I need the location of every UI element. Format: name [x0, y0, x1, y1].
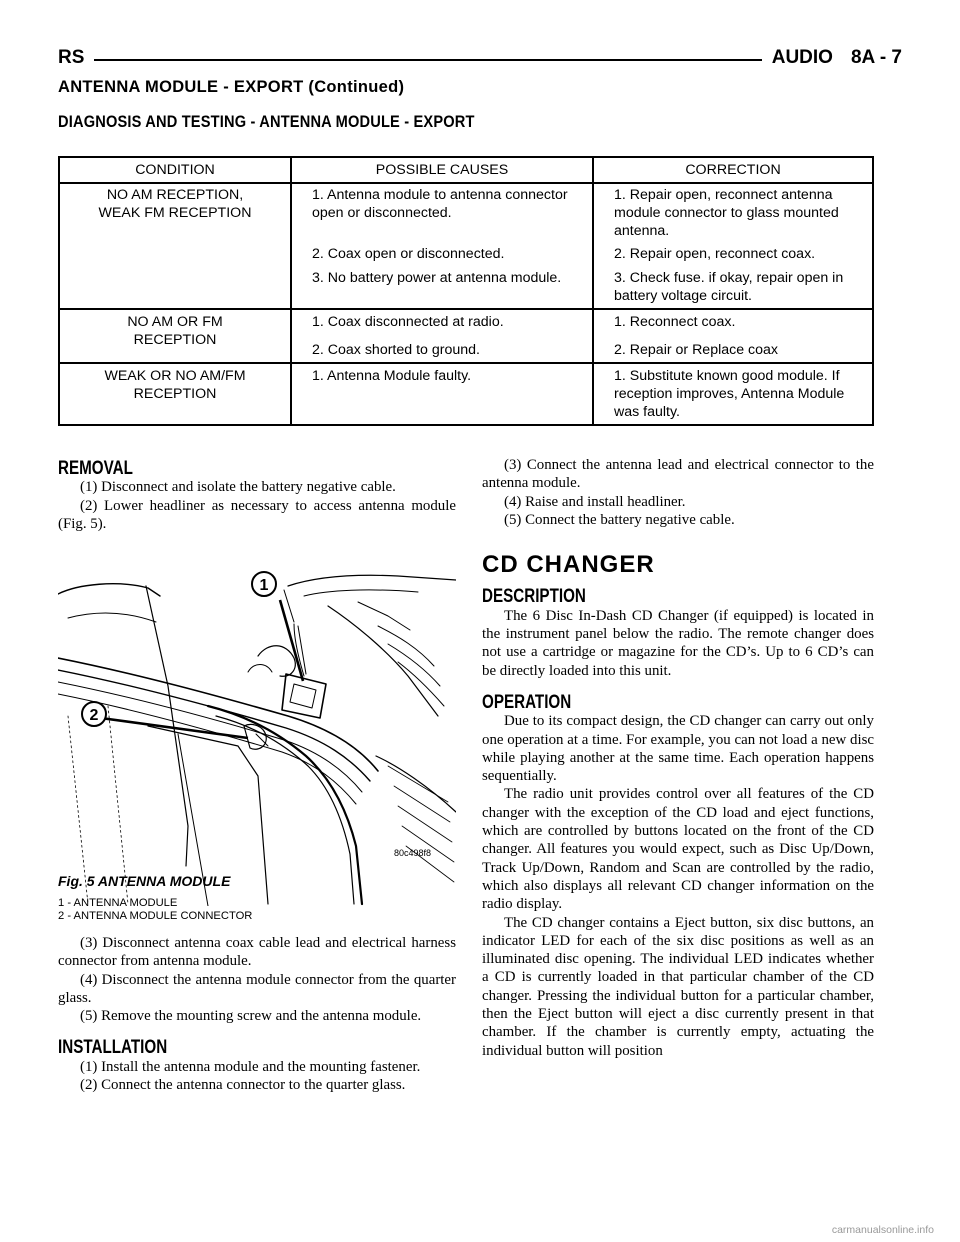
- figure-legend-2: 2 - ANTENNA MODULE CONNECTOR: [58, 910, 253, 922]
- operation-title: OPERATION: [482, 691, 572, 713]
- cause-cell: 2. Coax open or disconnected.: [291, 240, 593, 263]
- correction-cell: 1. Reconnect coax.: [593, 309, 873, 331]
- operation-text: The CD changer contains a Eject button, six disc buttons, an indicator LED for each of the six disc positions as well as an illuminated disc opening. The individual LED indicates whether a CD is currently loaded in that particular chamber of the CD changer. Pressing the individual button for a particular chamber, then the Eject button will eject a disc currently present in that chamber. If the chamber is currently empty, actuating the individual button will position: [482, 914, 874, 1059]
- correction-cell: 2. Repair open, reconnect coax.: [593, 240, 873, 263]
- removal-step: (3) Disconnect antenna coax cable lead and electrical harness connector from antenna module.: [58, 935, 456, 970]
- table-row: [59, 363, 873, 425]
- continued-title: ANTENNA MODULE - EXPORT (Continued): [58, 78, 405, 96]
- condition-line: RECEPTION: [133, 386, 217, 402]
- installation-step: (2) Connect the antenna connector to the quarter glass.: [80, 1077, 406, 1094]
- header-model: RS: [58, 44, 94, 72]
- removal-step: (4) Disconnect the antenna module connector from the quarter glass.: [58, 971, 456, 1006]
- removal-title: REMOVAL: [58, 458, 133, 479]
- cause-cell: 2. Coax shorted to ground.: [291, 331, 593, 363]
- correction-cell: 3. Check fuse. if okay, repair open in battery voltage circuit.: [593, 263, 873, 309]
- correction-cell: 1. Substitute known good module. If reception improves, Antenna Module was faulty.: [593, 363, 873, 425]
- diagnosis-table: [58, 156, 874, 426]
- right-column: [482, 456, 874, 1060]
- removal-step: (1) Disconnect and isolate the battery negative cable.: [80, 479, 396, 496]
- removal-continued: [58, 934, 456, 1094]
- condition-line: WEAK FM RECEPTION: [98, 205, 252, 221]
- installation-step: (3) Connect the antenna lead and electrical connector to the antenna module.: [482, 457, 874, 492]
- callout-2-label: 2: [89, 707, 99, 724]
- installation-step: (5) Connect the battery negative cable.: [504, 511, 735, 528]
- header-condition: CONDITION: [59, 157, 291, 183]
- cd-changer-title: CD CHANGER: [482, 551, 655, 579]
- operation-text: Due to its compact design, the CD changer can carry out only one operation at a time. For example, you can not load a new disc while playing another at the same time. Each operation happens sequentially.: [482, 713, 874, 785]
- removal-step: (2) Lower headliner as necessary to access antenna module (Fig. 5).: [58, 497, 456, 532]
- page-header: [58, 44, 902, 74]
- table-row: [59, 183, 873, 240]
- header-right: [762, 44, 902, 72]
- header-page-number: 8A - 7: [850, 47, 902, 68]
- figure-caption: Fig. 5 ANTENNA MODULE: [58, 873, 231, 889]
- diagnosis-title: DIAGNOSIS AND TESTING - ANTENNA MODULE - EXPORT: [58, 112, 475, 131]
- header-section: AUDIO: [771, 47, 833, 68]
- operation-text: The radio unit provides control over all features of the CD changer with the exception of the CD load and eject functions, which are controlled by buttons located on the front of the CD changer. All features you would expect, such as Disc Up/Down, Track Up/Down, Random and Scan are controlled by the radio, which also displays all relevant CD changer information on the radio display.: [482, 786, 874, 913]
- correction-cell: 1. Repair open, reconnect antenna module connector to glass mounted antenna.: [593, 183, 873, 240]
- header-correction: CORRECTION: [593, 157, 873, 183]
- figure-code: 80c498f8: [394, 848, 432, 858]
- cause-cell: 1. Antenna Module faulty.: [291, 363, 593, 425]
- header-causes: POSSIBLE CAUSES: [291, 157, 593, 183]
- antenna-module-figure: [58, 566, 456, 906]
- condition-cell: [59, 183, 291, 309]
- condition-cell: [59, 309, 291, 363]
- callout-1-label: 1: [259, 577, 269, 594]
- installation-step: (1) Install the antenna module and the mounting fastener.: [80, 1058, 421, 1075]
- cause-cell: 3. No battery power at antenna module.: [291, 263, 593, 309]
- condition-line: NO AM RECEPTION,: [106, 187, 244, 203]
- cause-cell: 1. Coax disconnected at radio.: [291, 309, 593, 331]
- watermark: carmanualsonline.info: [831, 1224, 934, 1236]
- condition-cell: [59, 363, 291, 425]
- description-text: The 6 Disc In-Dash CD Changer (if equipped) is located in the instrument panel below the radio. The remote changer does not use a cartridge or magazine for the CD’s. Up to 6 CD’s can be directly loaded into this unit.: [482, 607, 874, 679]
- correction-cell: 2. Repair or Replace coax: [593, 331, 873, 363]
- table-row: [59, 309, 873, 331]
- installation-title: INSTALLATION: [58, 1037, 168, 1059]
- figure-legend-1: 1 - ANTENNA MODULE: [58, 897, 178, 909]
- removal-step: (5) Remove the mounting screw and the antenna module.: [80, 1008, 422, 1025]
- cause-cell: 1. Antenna module to antenna connector open or disconnected.: [291, 183, 593, 240]
- condition-line: RECEPTION: [133, 332, 217, 348]
- table-header-row: [59, 157, 873, 183]
- condition-line: WEAK OR NO AM/FM: [104, 368, 246, 384]
- description-title: DESCRIPTION: [482, 586, 586, 608]
- condition-line: NO AM OR FM: [127, 314, 223, 330]
- removal-section: [58, 460, 456, 533]
- installation-step: (4) Raise and install headliner.: [504, 493, 686, 510]
